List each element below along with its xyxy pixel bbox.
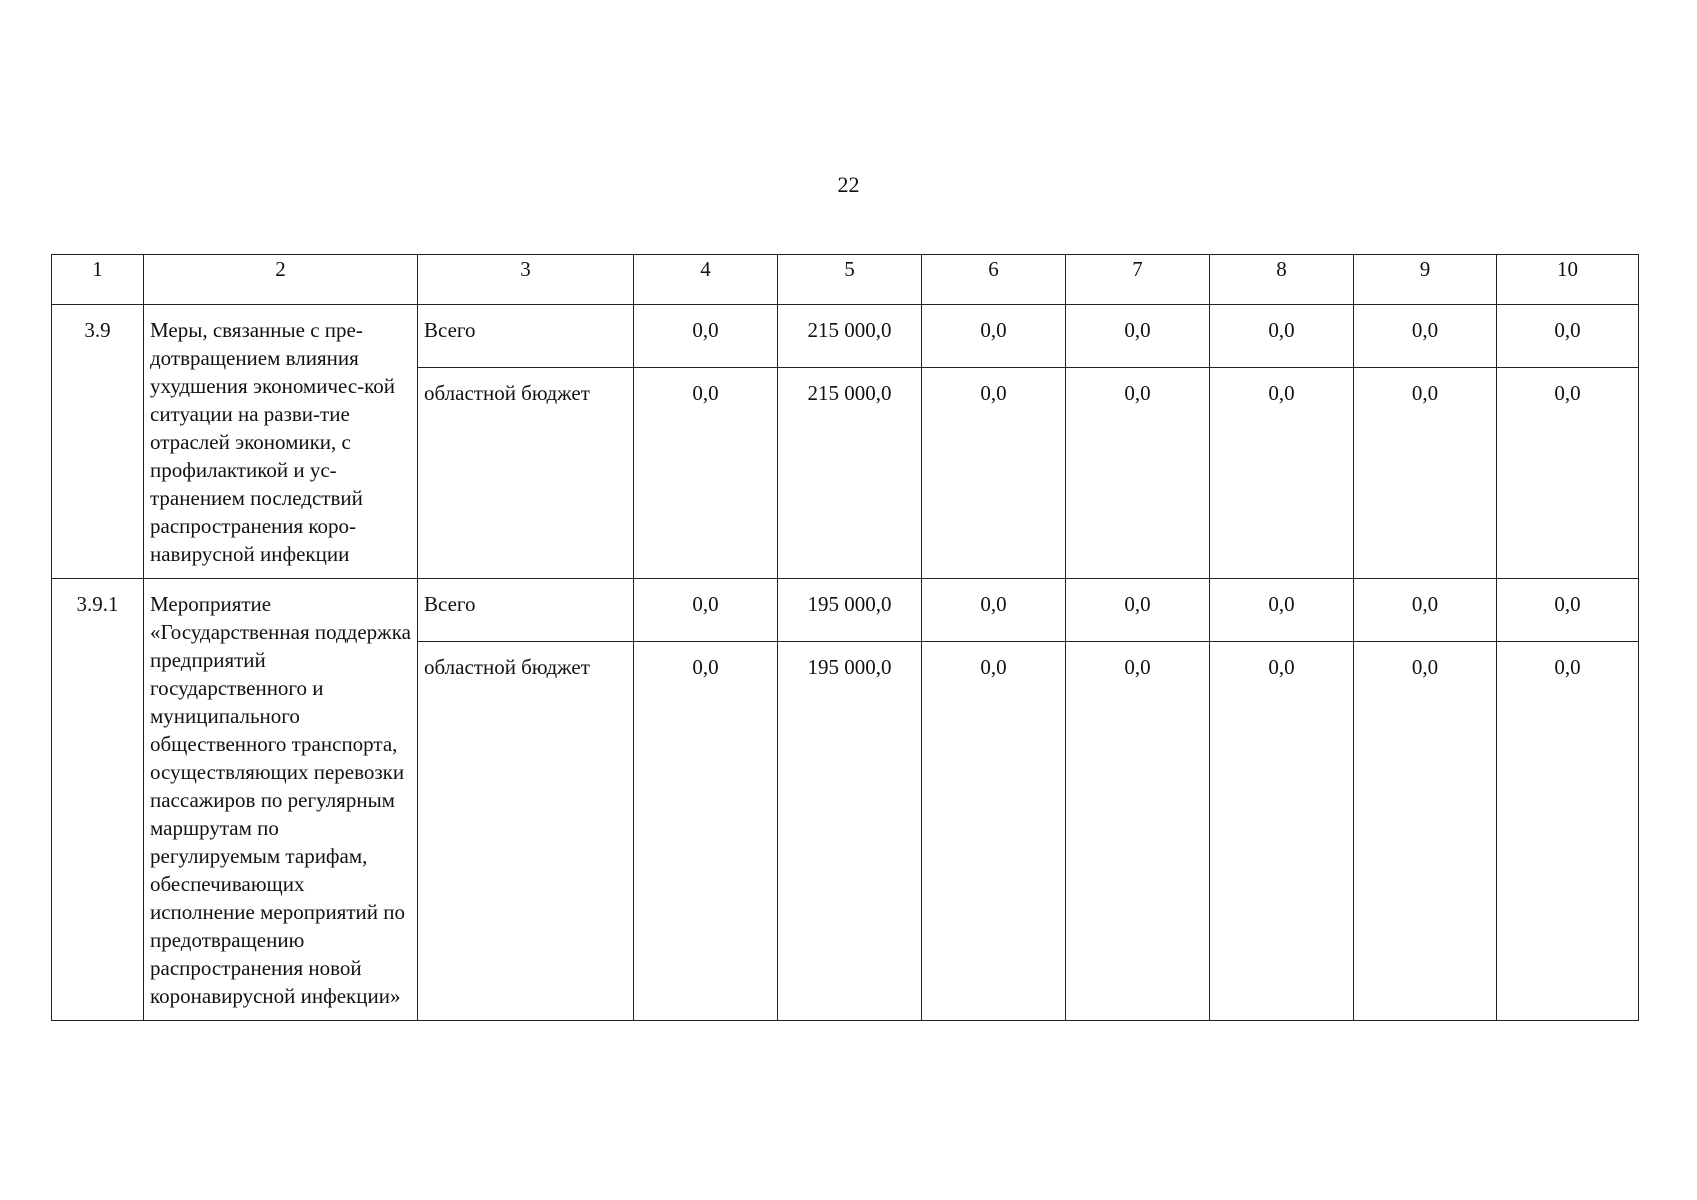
column-header: 6 bbox=[922, 255, 1066, 305]
value-cell: 0,0 bbox=[1210, 368, 1354, 579]
value-cell: 215 000,0 bbox=[778, 368, 922, 579]
value-cell: 0,0 bbox=[1354, 579, 1497, 642]
value-cell: 0,0 bbox=[922, 305, 1066, 368]
value-cell: 0,0 bbox=[1066, 368, 1210, 579]
value-cell: 0,0 bbox=[1066, 642, 1210, 1021]
value-cell: 0,0 bbox=[634, 368, 778, 579]
funding-source: областной бюджет bbox=[418, 642, 634, 1021]
value-cell: 0,0 bbox=[922, 642, 1066, 1021]
measure-name: Мероприятие «Государственная поддержка предприятий государственного и муниципального общественного транспорта, осуществляющих перевозки пассажиров по регулярным маршрутам по регулируемым тарифам, обеспечивающих исполнение мероприятий по предотвращению распространения новой коронавирусной инфекции» bbox=[144, 579, 418, 1021]
value-cell: 0,0 bbox=[1354, 305, 1497, 368]
table-row bbox=[52, 305, 1639, 368]
value-cell: 0,0 bbox=[1497, 305, 1639, 368]
value-cell: 0,0 bbox=[1354, 642, 1497, 1021]
value-cell: 0,0 bbox=[922, 368, 1066, 579]
column-header: 7 bbox=[1066, 255, 1210, 305]
value-cell: 0,0 bbox=[1066, 305, 1210, 368]
value-cell: 0,0 bbox=[634, 305, 778, 368]
value-cell: 0,0 bbox=[1497, 368, 1639, 579]
funding-source: Всего bbox=[418, 305, 634, 368]
value-cell: 0,0 bbox=[634, 579, 778, 642]
value-cell: 0,0 bbox=[922, 579, 1066, 642]
value-cell: 0,0 bbox=[1497, 642, 1639, 1021]
value-cell: 0,0 bbox=[1210, 305, 1354, 368]
value-cell: 0,0 bbox=[1210, 642, 1354, 1021]
column-header: 4 bbox=[634, 255, 778, 305]
value-cell: 0,0 bbox=[1210, 579, 1354, 642]
column-header: 9 bbox=[1354, 255, 1497, 305]
row-code: 3.9 bbox=[52, 305, 144, 579]
column-header: 3 bbox=[418, 255, 634, 305]
value-cell: 0,0 bbox=[1354, 368, 1497, 579]
value-cell: 0,0 bbox=[1066, 579, 1210, 642]
column-header: 10 bbox=[1497, 255, 1639, 305]
value-cell: 0,0 bbox=[634, 642, 778, 1021]
funding-source: Всего bbox=[418, 579, 634, 642]
column-header: 5 bbox=[778, 255, 922, 305]
value-cell: 0,0 bbox=[1497, 579, 1639, 642]
column-header: 1 bbox=[52, 255, 144, 305]
measure-name: Меры, связанные с пре-дотвращением влияния ухудшения экономичес-кой ситуации на разви-тие отраслей экономики, с профилактикой и ус-транением последствий распространения коро-навирусной инфекции bbox=[144, 305, 418, 579]
value-cell: 195 000,0 bbox=[778, 579, 922, 642]
table-header-row bbox=[52, 255, 1639, 305]
budget-table bbox=[51, 254, 1639, 1021]
value-cell: 195 000,0 bbox=[778, 642, 922, 1021]
value-cell: 215 000,0 bbox=[778, 305, 922, 368]
page-number: 22 bbox=[837, 172, 860, 197]
column-header: 2 bbox=[144, 255, 418, 305]
table-row bbox=[52, 579, 1639, 642]
column-header: 8 bbox=[1210, 255, 1354, 305]
row-code: 3.9.1 bbox=[52, 579, 144, 1021]
funding-source: областной бюджет bbox=[418, 368, 634, 579]
